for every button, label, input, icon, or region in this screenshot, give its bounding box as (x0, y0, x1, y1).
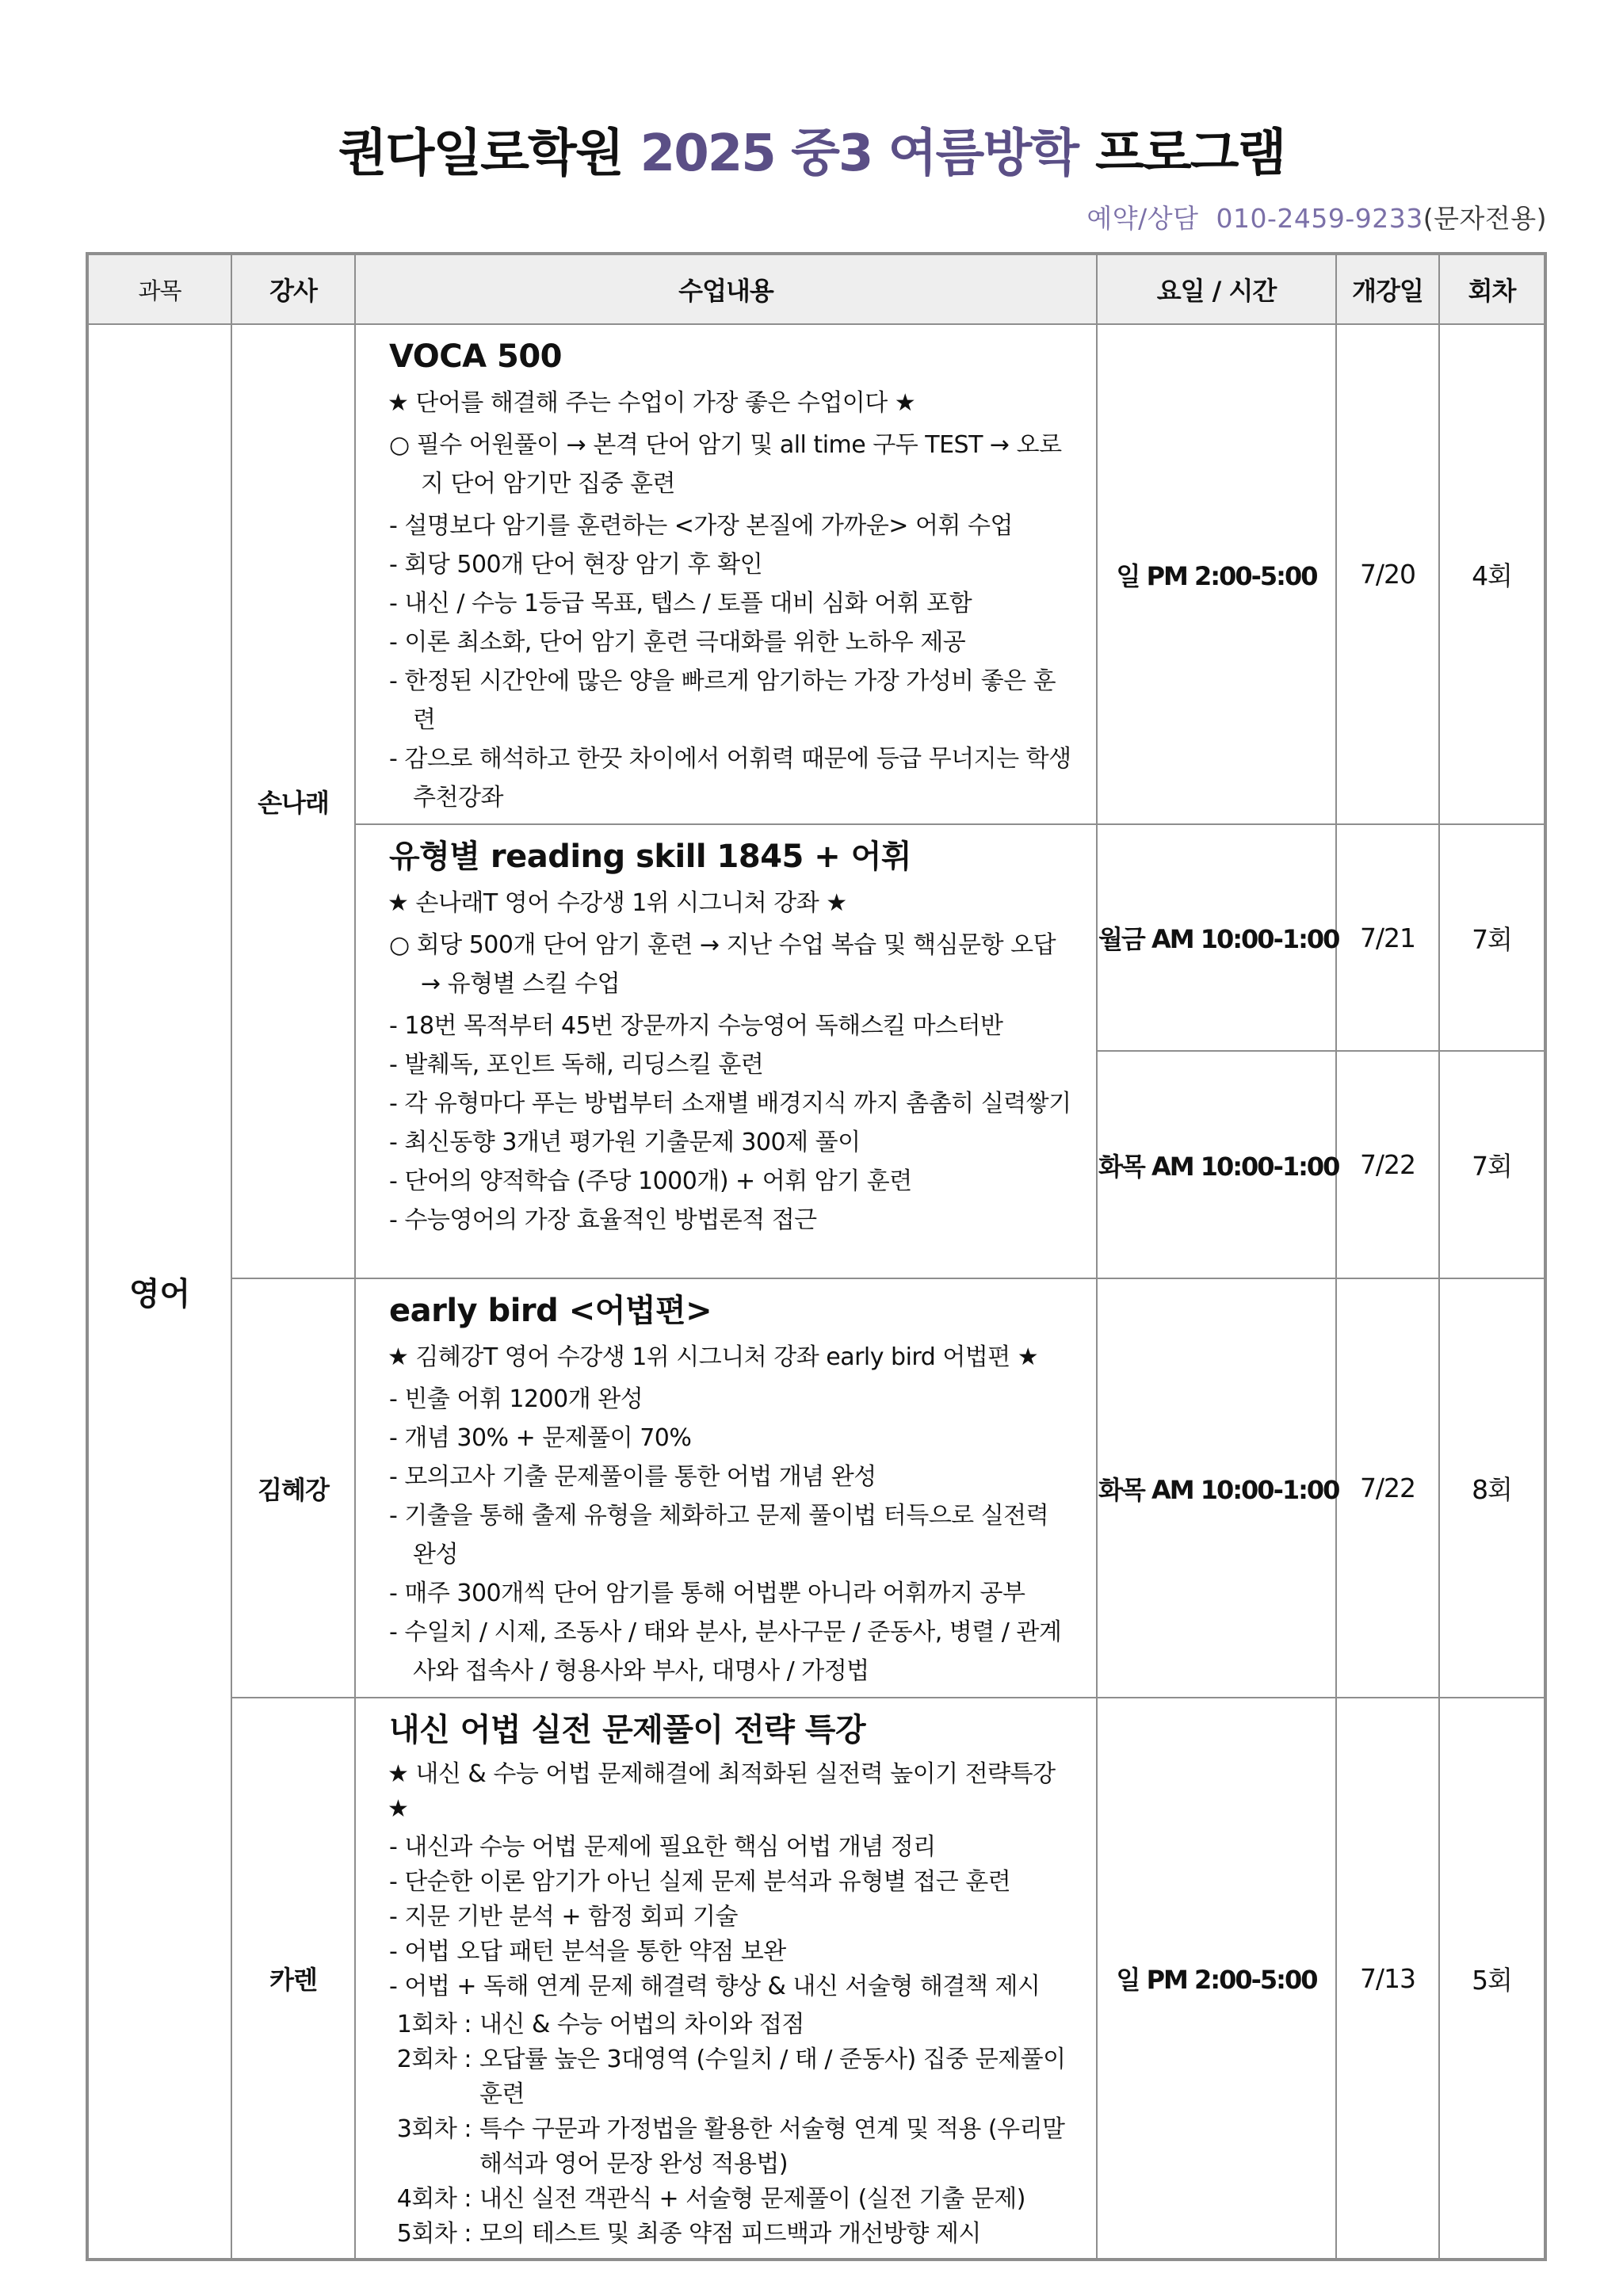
header-teacher: 강사 (231, 254, 355, 324)
list-item: - 빈출 어휘 1200개 완성 (389, 1385, 643, 1413)
start-cell: 7/20 (1336, 324, 1439, 824)
sessions-cell: 5회 (1439, 1698, 1545, 2260)
class-content (355, 1698, 1097, 2260)
table-row (87, 324, 1545, 824)
class-bullets (389, 1380, 1077, 1690)
table-row (87, 1698, 1545, 2260)
class-bullets (389, 1830, 1077, 2004)
list-item: - 각 유형마다 푸는 방법부터 소재별 배경지식 까지 촘촘히 실력쌓기 (389, 1090, 1071, 1117)
class-title: 내신 어법 실전 문제풀이 전략 특강 (389, 1712, 866, 1748)
subject-cell: 영어 (87, 324, 231, 2260)
schedule-table (86, 252, 1547, 2261)
program-word: 프로그램 (1095, 124, 1285, 183)
teacher-cell: 카렌 (231, 1698, 355, 2260)
sessions-cell: 7회 (1439, 1051, 1545, 1278)
teacher-cell: 손나래 (231, 324, 355, 1278)
list-item: - 매주 300개씩 단어 암기를 통해 어법뿐 아니라 어휘까지 공부 (389, 1580, 1025, 1607)
list-item: - 내신과 수능 어법 문제에 필요한 핵심 어법 개념 정리 (389, 1833, 936, 1861)
list-item: - 지문 기반 분석 + 함정 회피 기술 (389, 1903, 738, 1931)
start-cell: 7/22 (1336, 1278, 1439, 1698)
start-cell: 7/13 (1336, 1698, 1439, 2260)
program-label: 2025 중3 여름방학 (640, 124, 1078, 183)
session-text: 오답률 높은 3대영역 (수일치 / 태 / 준동사) 집중 문제풀이 훈련 (479, 2046, 1066, 2108)
header-subject: 과목 (87, 254, 231, 324)
session-list (389, 2008, 1077, 2252)
session-item (389, 2182, 1077, 2217)
time-cell: 월금 AM 10:00-1:00 (1097, 824, 1336, 1051)
session-label: 4회차 : (396, 2185, 472, 2213)
session-item (389, 2217, 1077, 2252)
time-cell: 화목 AM 10:00-1:00 (1097, 1051, 1336, 1278)
class-slogan: ★ 김혜강T 영어 수강생 1위 시그니처 강좌 early bird 어법편 ★ (388, 1343, 1039, 1371)
session-text: 모의 테스트 및 최종 약점 피드백과 개선방향 제시 (479, 2220, 981, 2248)
list-item: - 이론 최소화, 단어 암기 훈련 극대화를 위한 노하우 제공 (389, 628, 966, 656)
list-item: - 기출을 통해 출제 유형을 체화하고 문제 풀이법 터득으로 실전력 완성 (389, 1502, 1049, 1568)
session-item (389, 2008, 1077, 2042)
session-item (389, 2042, 1077, 2112)
class-content (355, 824, 1097, 1278)
class-outline: ○ 필수 어원풀이 → 본격 단어 암기 및 all time 구두 TEST → 오로지 단어 암기만 집중 훈련 (389, 431, 1062, 498)
teacher-cell: 김혜강 (231, 1278, 355, 1698)
sessions-cell: 7회 (1439, 824, 1545, 1051)
session-label: 1회차 : (396, 2011, 472, 2038)
class-outline: ○ 회당 500개 단어 암기 훈련 → 지난 수업 복습 및 핵심문항 오답 → 유형별 스킬 수업 (389, 931, 1056, 998)
class-title: VOCA 500 (389, 338, 562, 375)
contact-phone: 010-2459-9233 (1216, 203, 1423, 234)
list-item: - 개념 30% + 문제풀이 70% (389, 1424, 692, 1452)
list-item: - 어법 오답 패턴 분석을 통한 약점 보완 (389, 1938, 786, 1966)
list-item: - 회당 500개 단어 현장 암기 후 확인 (389, 551, 763, 579)
time-cell: 화목 AM 10:00-1:00 (1097, 1278, 1336, 1698)
list-item: - 단순한 이론 암기가 아닌 실제 문제 분석과 유형별 접근 훈련 (389, 1868, 1011, 1896)
list-item: - 발췌독, 포인트 독해, 리딩스킬 훈련 (389, 1051, 764, 1079)
start-cell: 7/21 (1336, 824, 1439, 1051)
table-row (87, 1278, 1545, 1698)
class-content (355, 1278, 1097, 1698)
class-slogan: ★ 단어를 해결해 주는 수업이 가장 좋은 수업이다 ★ (388, 389, 916, 417)
list-item: - 설명보다 암기를 훈련하는 <가장 본질에 가까운> 어휘 수업 (389, 512, 1013, 540)
session-label: 5회차 : (396, 2220, 472, 2248)
session-label: 2회차 : (396, 2046, 472, 2073)
sessions-cell: 8회 (1439, 1278, 1545, 1698)
page-title (0, 113, 1623, 185)
header-start: 개강일 (1336, 254, 1439, 324)
session-text: 내신 & 수능 어법의 차이와 접점 (479, 2011, 804, 2038)
session-item (389, 2112, 1077, 2182)
header-time: 요일 / 시간 (1097, 254, 1336, 324)
list-item: - 감으로 해석하고 한끗 차이에서 어휘력 때문에 등급 무너지는 학생 추천강좌 (389, 745, 1071, 812)
list-item: - 수일치 / 시제, 조동사 / 태와 분사, 분사구문 / 준동사, 병렬 / 관계사와 접속사 / 형용사와 부사, 대명사 / 가정법 (389, 1618, 1062, 1685)
academy-name: 퀀다일로학원 (338, 124, 623, 183)
list-item: - 내신 / 수능 1등급 목표, 텝스 / 토플 대비 심화 어휘 포함 (389, 590, 972, 617)
list-item: - 18번 목적부터 45번 장문까지 수능영어 독해스킬 마스터반 (389, 1012, 1003, 1040)
sessions-cell: 4회 (1439, 324, 1545, 824)
contact-info (1086, 198, 1547, 235)
session-text: 내신 실전 객관식 + 서술형 문제풀이 (실전 기출 문제) (479, 2185, 1025, 2213)
list-item: - 한정된 시간안에 많은 양을 빠르게 암기하는 가장 가성비 좋은 훈련 (389, 667, 1056, 734)
contact-note: (문자전용) (1423, 203, 1547, 234)
list-item: - 최신동향 3개년 평가원 기출문제 300제 풀이 (389, 1129, 861, 1156)
header-content: 수업내용 (355, 254, 1097, 324)
session-label: 3회차 : (396, 2115, 472, 2143)
session-text: 특수 구문과 가정법을 활용한 서술형 연계 및 적용 (우리말 해석과 영어 문장 완성 적용법) (479, 2115, 1065, 2178)
list-item: - 어법 + 독해 연계 문제 해결력 향상 & 내신 서술형 해결책 제시 (389, 1973, 1041, 2000)
class-title: 유형별 reading skill 1845 + 어휘 (389, 839, 912, 875)
time-cell: 일 PM 2:00-5:00 (1097, 324, 1336, 824)
class-bullets (389, 1007, 1077, 1240)
class-title: early bird <어법편> (389, 1293, 712, 1329)
header-sessions: 회차 (1439, 254, 1545, 324)
class-content (355, 324, 1097, 824)
contact-label: 예약/상담 (1086, 203, 1199, 234)
list-item: - 단어의 양적학습 (주당 1000개) + 어휘 암기 훈련 (389, 1167, 912, 1195)
list-item: - 수능영어의 가장 효율적인 방법론적 접근 (389, 1206, 817, 1234)
class-bullets (389, 506, 1077, 817)
start-cell: 7/22 (1336, 1051, 1439, 1278)
class-slogan: ★ 손나래T 영어 수강생 1위 시그니처 강좌 ★ (388, 889, 847, 917)
list-item: - 모의고사 기출 문제풀이를 통한 어법 개념 완성 (389, 1463, 876, 1491)
table-header-row (87, 254, 1545, 324)
class-slogan: ★ 내신 & 수능 어법 문제해결에 최적화된 실전력 높이기 전략특강 ★ (388, 1760, 1056, 1823)
time-cell: 일 PM 2:00-5:00 (1097, 1698, 1336, 2260)
